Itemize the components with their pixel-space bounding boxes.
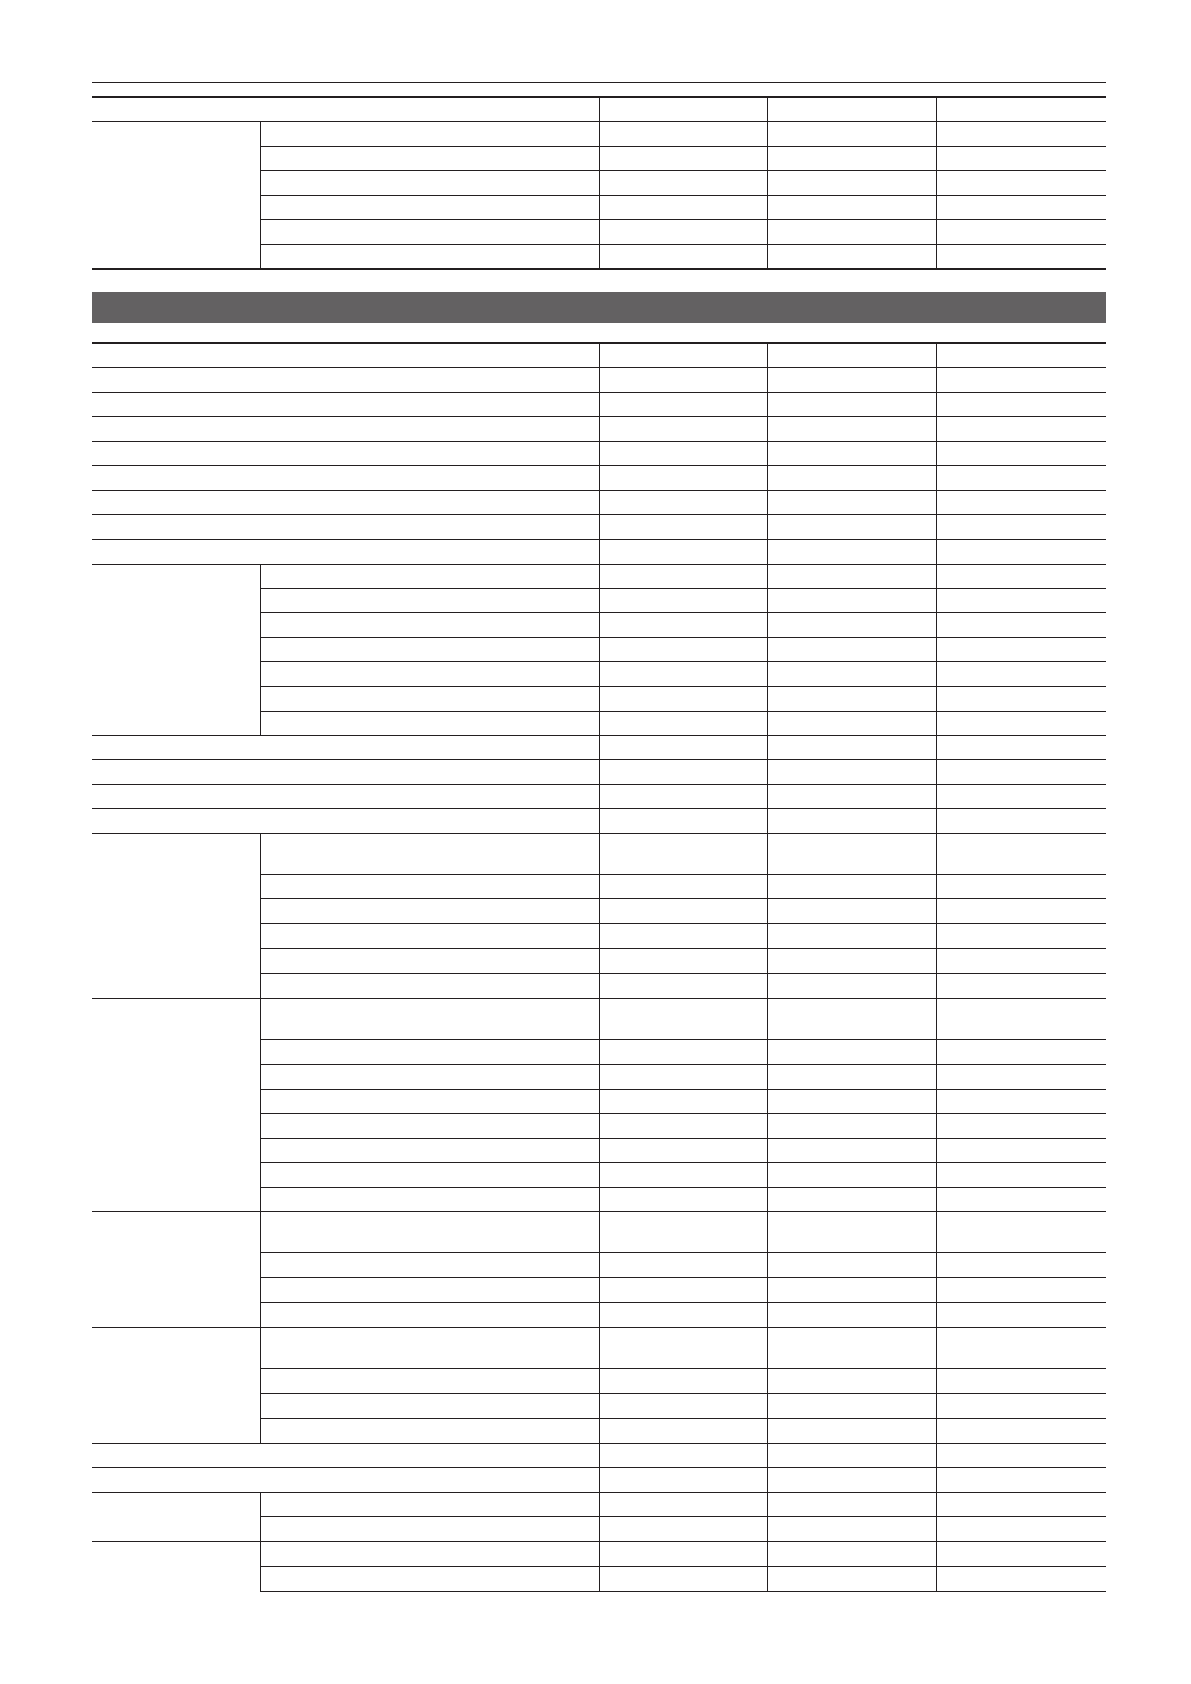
column-divider (767, 97, 768, 268)
table-row-line (260, 661, 1106, 662)
section-band (92, 292, 1106, 323)
column-divider (767, 343, 768, 1591)
table-row-line (260, 948, 1106, 949)
table-row-line (260, 612, 1106, 613)
table-row-line (260, 1039, 1106, 1040)
table-row-line (260, 923, 1106, 924)
column-divider (260, 564, 261, 735)
column-divider (936, 97, 937, 268)
table-row-line (260, 1089, 1106, 1090)
table-row-line (260, 1566, 1106, 1567)
table-row-line (260, 219, 1106, 220)
column-divider (260, 121, 261, 268)
table-row-line (260, 195, 1106, 196)
table-row-line (260, 874, 1106, 875)
table-row-line (260, 1393, 1106, 1394)
table-row-line (260, 1187, 1106, 1188)
table-row-line (260, 1302, 1106, 1303)
column-divider (599, 343, 600, 1591)
table-row-line (260, 711, 1106, 712)
table-row-line (260, 244, 1106, 245)
table-row-line (260, 1113, 1106, 1114)
table-row-line (260, 898, 1106, 899)
table-row-line (260, 1277, 1106, 1278)
table-row-line (260, 973, 1106, 974)
table-row-line (260, 1591, 1106, 1592)
table-row-line (260, 686, 1106, 687)
table-row-line (260, 588, 1106, 589)
table-row-line (260, 637, 1106, 638)
table-row-line (260, 170, 1106, 171)
header-rule (92, 82, 1106, 83)
table-row-line (260, 1138, 1106, 1139)
table-row-line (260, 1418, 1106, 1419)
column-divider (260, 1492, 261, 1591)
table-row-line (260, 1252, 1106, 1253)
table-row-line (260, 1064, 1106, 1065)
table-row-line (260, 1516, 1106, 1517)
table-row-line (260, 1162, 1106, 1163)
column-divider (936, 343, 937, 1591)
column-divider (260, 833, 261, 1443)
column-divider (599, 97, 600, 268)
table-row-line (260, 146, 1106, 147)
table-row-line (260, 1368, 1106, 1369)
table-bottom-border (92, 268, 1106, 270)
